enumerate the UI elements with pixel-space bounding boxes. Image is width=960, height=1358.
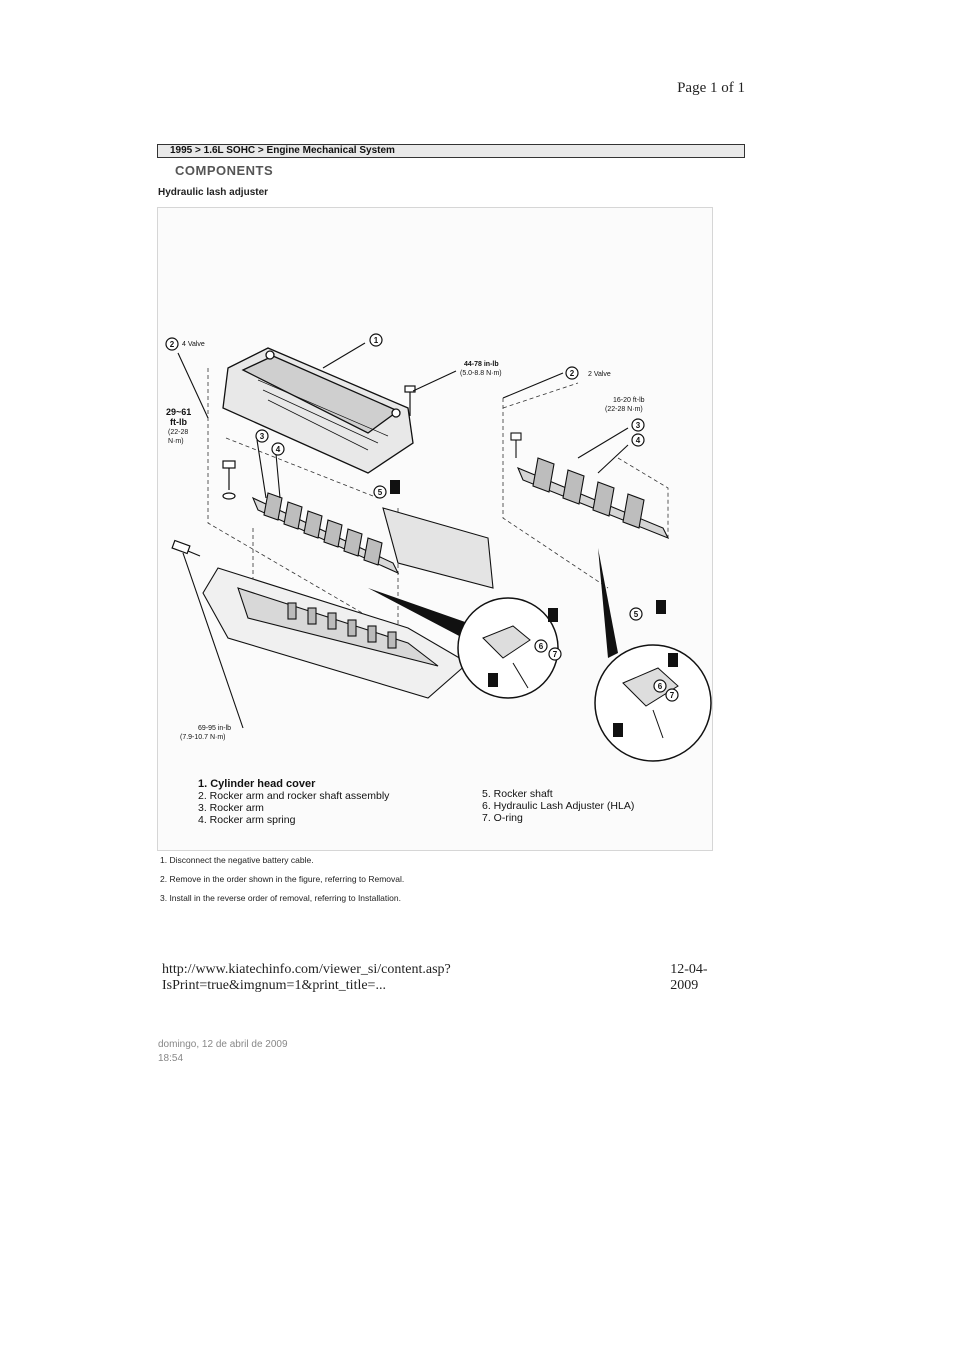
legend-item: 1. Cylinder head cover: [198, 778, 316, 790]
procedure-steps: [160, 851, 404, 908]
torque-left-metric: (22-28: [168, 429, 189, 436]
print-footer: [162, 962, 735, 994]
left-rocker-shaft-assembly: [253, 493, 398, 573]
components-figure: [157, 207, 713, 851]
left-stud-bolt: [223, 461, 235, 499]
timestamp-time: 18:54: [158, 1053, 184, 1064]
hla-detail-circle-right: [595, 645, 711, 761]
torque-right: 16-20 ft-lb: [613, 397, 645, 404]
section-subheading: Hydraulic lash adjuster: [158, 187, 269, 198]
callout-number: 4: [635, 436, 641, 445]
legend-item: 4. Rocker arm spring: [198, 814, 296, 826]
callout-number: 7: [669, 691, 675, 700]
torque-cover-bolt: 44-78 in-lb: [464, 361, 499, 368]
torque-bottom: 69-95 in-lb: [198, 725, 232, 732]
torque-left-metric-unit: N·m): [168, 438, 184, 445]
callout-number: 5: [633, 610, 639, 619]
legend-item: 2. Rocker arm and rocker shaft assembly: [198, 790, 390, 802]
legend-item: 5. Rocker shaft: [482, 788, 553, 800]
page-number: Page 1 of 1: [677, 80, 745, 96]
source-url: http://www.kiatechinfo.com/viewer_si/content.asp?IsPrint=true&imgnum=1&print_title=...: [162, 962, 451, 993]
legend-right: [482, 788, 634, 824]
torque-cover-bolt-metric: (5.0-8.8 N·m): [460, 370, 502, 377]
callout-number: 2: [169, 340, 175, 349]
section-heading: COMPONENTS: [175, 163, 274, 178]
torque-right-metric: (22-28 N·m): [605, 406, 643, 413]
legend-item: 3. Rocker arm: [198, 802, 264, 814]
legend-item: 6. Hydraulic Lash Adjuster (HLA): [482, 800, 635, 812]
legend-item: 7. O-ring: [482, 812, 523, 824]
two-valve-label: 2 Valve: [588, 371, 611, 378]
timestamp-date: domingo, 12 de abril de 2009: [158, 1039, 288, 1050]
note-timestamp: [158, 1038, 288, 1066]
step-item: 3. Install in the reverse order of removal, referring to Installation.: [160, 893, 401, 903]
four-valve-label: 4 Valve: [182, 341, 205, 348]
exploded-engine-diagram: [158, 208, 712, 850]
callout-number: 3: [259, 432, 265, 441]
callout-number: 6: [657, 682, 663, 691]
callout-number: 6: [538, 642, 544, 651]
callout-number: 1: [373, 336, 379, 345]
cylinder-head-cover: [223, 348, 413, 473]
callout-number: 3: [635, 421, 641, 430]
callout-number: 7: [552, 650, 558, 659]
legend-left: [198, 778, 389, 826]
right-rocker-shaft-assembly: [511, 433, 668, 538]
breadcrumb: 1995 > 1.6L SOHC > Engine Mechanical System: [157, 144, 745, 158]
long-bolt: [172, 541, 200, 556]
torque-bottom-metric: (7.9-10.7 N·m): [180, 734, 226, 741]
print-date: 12-04-2009: [670, 962, 708, 993]
torque-left: 29~61: [166, 407, 192, 417]
callout-number: 5: [377, 488, 383, 497]
callout-number: 2: [569, 369, 575, 378]
step-item: 2. Remove in the order shown in the figure, referring to Removal.: [160, 874, 405, 884]
step-item: 1. Disconnect the negative battery cable.: [160, 855, 314, 865]
torque-left-unit: ft-lb: [170, 417, 187, 427]
callout-number: 4: [275, 445, 281, 454]
